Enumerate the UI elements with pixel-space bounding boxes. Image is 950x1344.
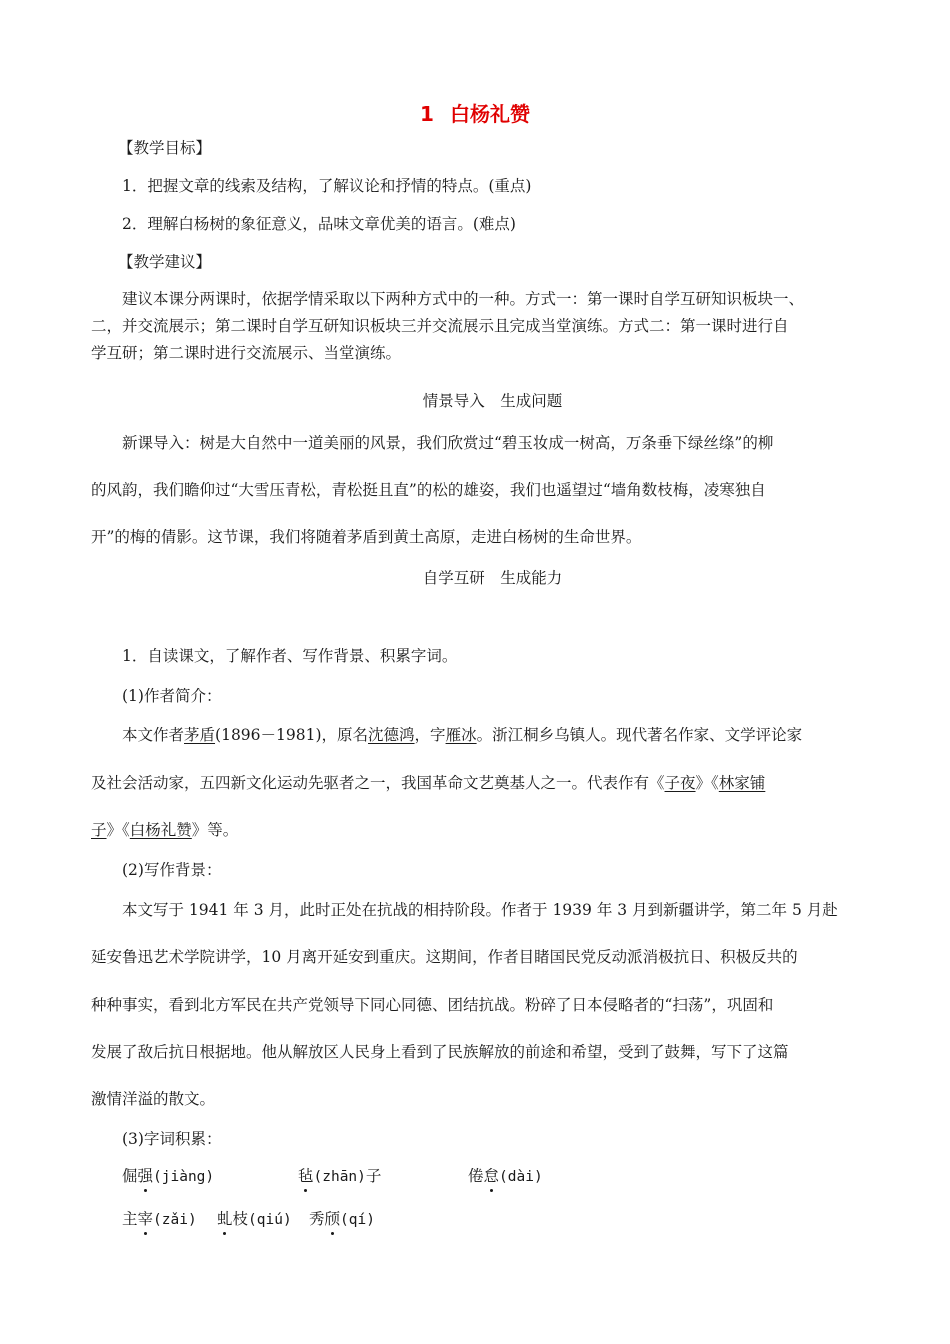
vocab-item: 倔强(jiàng) <box>122 1164 214 1186</box>
dotted-char: 虬 <box>217 1207 233 1229</box>
dotted-char: 强 <box>138 1164 154 1186</box>
vocab-item: 主宰(zǎi) <box>122 1207 197 1229</box>
section-heading: 自学互研 生成能力 <box>422 569 563 587</box>
vocab-item: 秀颀(qí) <box>309 1207 375 1229</box>
background-line: 发展了敌后抗日根据地。他从解放区人民身上看到了民族解放的前途和希望，受到了鼓舞，写下了这篇 <box>91 1043 789 1061</box>
dotted-char: 怠 <box>484 1164 500 1186</box>
underlined-answer: 沈德鸿 <box>368 726 415 744</box>
underlined-answer: 雁冰 <box>445 726 477 744</box>
lesson-number: 1 <box>420 102 434 126</box>
dotted-char: 宰 <box>138 1207 154 1229</box>
advice-line: 学互研；第二课时进行交流展示、当堂演练。 <box>91 344 402 362</box>
background-line: 本文写于 1941 年 3 月，此时正处在抗战的相持阶段。作者于 1939 年 3 月到新疆讲学，第二年 5 月赴 <box>122 901 838 919</box>
underlined-answer: 子 <box>91 821 107 839</box>
dotted-char: 颀 <box>325 1207 341 1229</box>
intro-line: 新课导入：树是大自然中一道美丽的风景，我们欣赏过“碧玉妆成一树高，万条垂下绿丝绦”的柳 <box>122 434 774 452</box>
advice-line: 建议本课分两课时，依据学情采取以下两种方式中的一种。方式一：第一课时自学互研知识板块一、 <box>122 290 805 308</box>
background-line: 激情洋溢的散文。 <box>91 1090 216 1108</box>
lesson-title: 白杨礼赞 <box>449 102 530 126</box>
underlined-answer: 茅盾 <box>184 726 216 744</box>
vocab-item: 毡(zhān)子 <box>298 1164 381 1186</box>
background-line: 种种事实，看到北方军民在共产党领导下同心同德、团结抗战。粉碎了日本侵略者的“扫荡”，巩固和 <box>91 996 774 1014</box>
author-line: 本文作者茅盾(1896－1981)，原名沈德鸿，字雁冰。浙江桐乡乌镇人。现代著名作家、文学评论家 <box>122 726 803 744</box>
page-title <box>0 98 950 127</box>
section-heading: 情景导入 生成问题 <box>422 392 563 410</box>
goal-item: 1．把握文章的线索及结构，了解议论和抒情的特点。(重点) <box>122 177 532 195</box>
author-heading: (1)作者简介： <box>122 687 222 705</box>
author-line: 及社会活动家，五四新文化运动先驱者之一，我国革命文艺奠基人之一。代表作有《子夜》《林家铺 <box>91 774 766 792</box>
vocab-item: 虬枝(qiú) <box>217 1207 292 1229</box>
intro-line: 开”的梅的倩影。这节课，我们将随着茅盾到黄土高原，走进白杨树的生命世界。 <box>91 528 642 546</box>
underlined-answer: 子夜 <box>664 774 696 792</box>
advice-line: 二，并交流展示；第二课时自学互研知识板块三并交流展示且完成当堂演练。方式二：第一课时进行自 <box>91 317 789 335</box>
task-line: 1．自读课文，了解作者、写作背景、积累字词。 <box>122 647 458 665</box>
intro-line: 的风韵，我们瞻仰过“大雪压青松，青松挺且直”的松的雄姿，我们也遥望过“墙角数枝梅，凌寒独自 <box>91 481 766 499</box>
background-line: 延安鲁迅艺术学院讲学，10 月离开延安到重庆。这期间，作者目睹国民党反动派消极抗日、积极反共的 <box>91 948 798 966</box>
background-heading: (2)写作背景： <box>122 861 222 879</box>
underlined-answer: 白杨礼赞 <box>129 821 192 839</box>
author-line: 子》《白杨礼赞》等。 <box>91 821 239 839</box>
goals-heading: 【教学目标】 <box>118 139 212 157</box>
dotted-char: 毡 <box>298 1164 314 1186</box>
vocab-heading: (3)字词积累： <box>122 1130 222 1148</box>
vocab-item: 倦怠(dài) <box>468 1164 543 1186</box>
advice-heading: 【教学建议】 <box>118 253 212 271</box>
goal-item: 2．理解白杨树的象征意义，品味文章优美的语言。(难点) <box>122 215 516 233</box>
underlined-answer: 林家铺 <box>718 774 766 792</box>
